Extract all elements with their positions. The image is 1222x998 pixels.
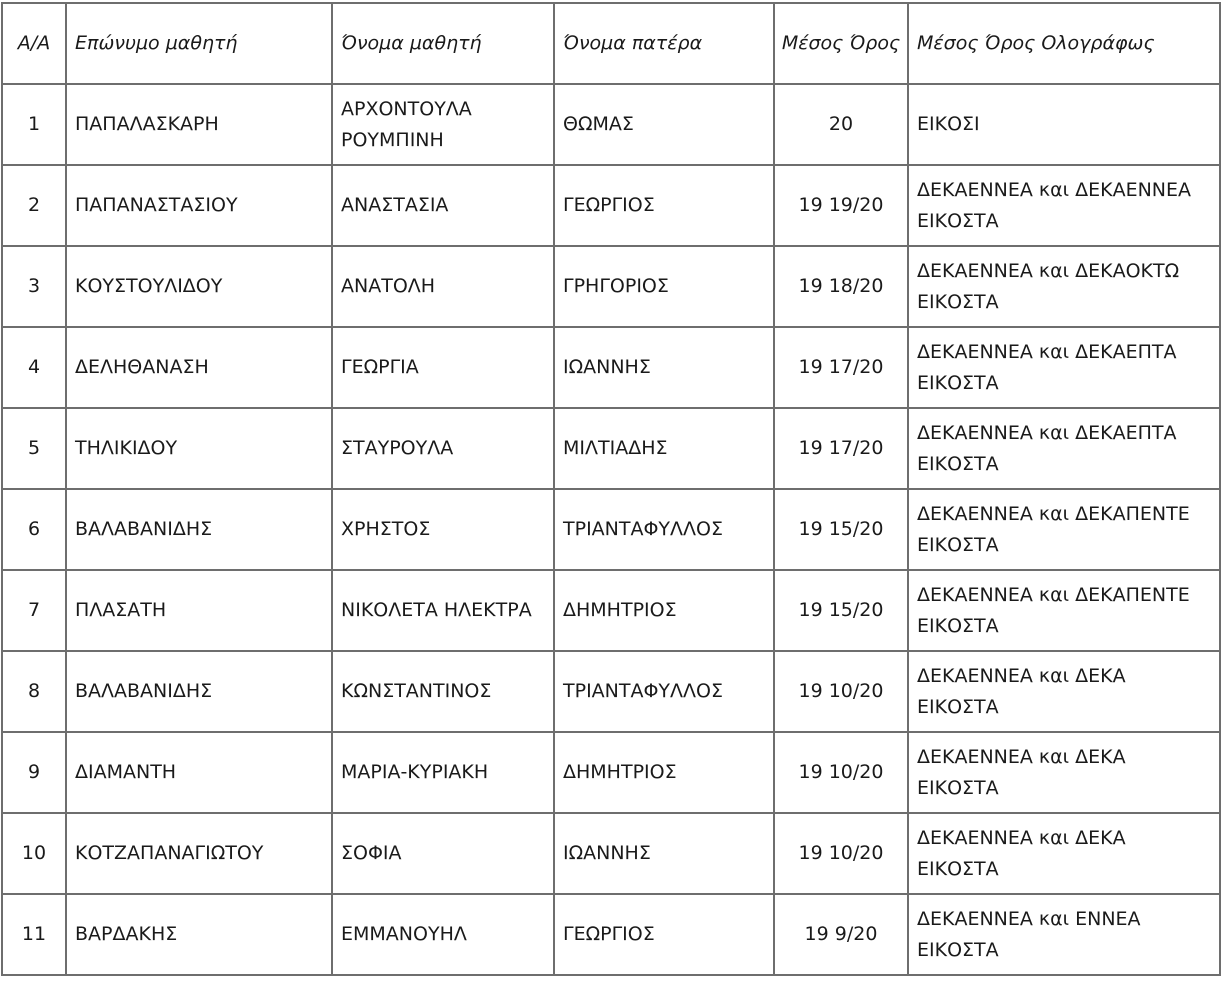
- cell-father-name: ΓΕΩΡΓΙΟΣ: [554, 165, 774, 246]
- header-father-name: Όνομα πατέρα: [554, 3, 774, 84]
- cell-first-name: ΚΩΝΣΤΑΝΤΙΝΟΣ: [332, 651, 554, 732]
- cell-father-name: ΓΕΩΡΓΙΟΣ: [554, 894, 774, 975]
- cell-average: 19 10/20: [774, 813, 908, 894]
- table-row: [2, 408, 1220, 489]
- cell-surname: ΤΗΛΙΚΙΔΟΥ: [66, 408, 332, 489]
- cell-average: 19 9/20: [774, 894, 908, 975]
- cell-average: 19 10/20: [774, 651, 908, 732]
- cell-average: 19 18/20: [774, 246, 908, 327]
- cell-father-name: ΤΡΙΑΝΤΑΦΥΛΛΟΣ: [554, 489, 774, 570]
- table-row: [2, 651, 1220, 732]
- cell-average: 19 19/20: [774, 165, 908, 246]
- cell-aa: 1: [2, 84, 66, 165]
- cell-aa: 10: [2, 813, 66, 894]
- cell-average-words: ΔΕΚΑΕΝΝΕΑ και ΔΕΚΑΟΚΤΩ ΕΙΚΟΣΤΑ: [908, 246, 1220, 327]
- cell-first-name: ΝΙΚΟΛΕΤΑ ΗΛΕΚΤΡΑ: [332, 570, 554, 651]
- cell-average: 19 15/20: [774, 489, 908, 570]
- cell-surname: ΠΑΠΑΝΑΣΤΑΣΙΟΥ: [66, 165, 332, 246]
- cell-aa: 9: [2, 732, 66, 813]
- cell-father-name: ΙΩΑΝΝΗΣ: [554, 813, 774, 894]
- cell-aa: 7: [2, 570, 66, 651]
- header-surname: Επώνυμο μαθητή: [66, 3, 332, 84]
- header-average-words: Μέσος Όρος Ολογράφως: [908, 3, 1220, 84]
- cell-surname: ΠΛΑΣΑΤΗ: [66, 570, 332, 651]
- cell-first-name: ΑΝΑΤΟΛΗ: [332, 246, 554, 327]
- cell-father-name: ΔΗΜΗΤΡΙΟΣ: [554, 570, 774, 651]
- cell-average-words: ΔΕΚΑΕΝΝΕΑ και ΕΝΝΕΑ ΕΙΚΟΣΤΑ: [908, 894, 1220, 975]
- cell-surname: ΔΕΛΗΘΑΝΑΣΗ: [66, 327, 332, 408]
- cell-average: 19 15/20: [774, 570, 908, 651]
- grades-table: [1, 2, 1221, 976]
- cell-first-name: ΕΜΜΑΝΟΥΗΛ: [332, 894, 554, 975]
- cell-average-words: ΔΕΚΑΕΝΝΕΑ και ΔΕΚΑΠΕΝΤΕ ΕΙΚΟΣΤΑ: [908, 570, 1220, 651]
- grades-table-container: [1, 2, 1221, 976]
- cell-aa: 2: [2, 165, 66, 246]
- cell-average: 19 10/20: [774, 732, 908, 813]
- cell-first-name: ΑΝΑΣΤΑΣΙΑ: [332, 165, 554, 246]
- cell-average-words: ΔΕΚΑΕΝΝΕΑ και ΔΕΚΑΕΝΝΕΑ ΕΙΚΟΣΤΑ: [908, 165, 1220, 246]
- cell-average-words: ΔΕΚΑΕΝΝΕΑ και ΔΕΚΑ ΕΙΚΟΣΤΑ: [908, 651, 1220, 732]
- cell-aa: 6: [2, 489, 66, 570]
- cell-father-name: ΓΡΗΓΟΡΙΟΣ: [554, 246, 774, 327]
- cell-first-name: ΧΡΗΣΤΟΣ: [332, 489, 554, 570]
- cell-average: 19 17/20: [774, 327, 908, 408]
- table-row: [2, 165, 1220, 246]
- table-row: [2, 732, 1220, 813]
- table-header-row: [2, 3, 1220, 84]
- cell-surname: ΒΑΛΑΒΑΝΙΔΗΣ: [66, 489, 332, 570]
- table-row: [2, 894, 1220, 975]
- cell-aa: 3: [2, 246, 66, 327]
- cell-first-name: ΜΑΡΙΑ-ΚΥΡΙΑΚΗ: [332, 732, 554, 813]
- cell-average: 19 17/20: [774, 408, 908, 489]
- cell-average-words: ΔΕΚΑΕΝΝΕΑ και ΔΕΚΑ ΕΙΚΟΣΤΑ: [908, 732, 1220, 813]
- cell-surname: ΒΑΛΑΒΑΝΙΔΗΣ: [66, 651, 332, 732]
- cell-surname: ΠΑΠΑΛΑΣΚΑΡΗ: [66, 84, 332, 165]
- cell-first-name: ΣΤΑΥΡΟΥΛΑ: [332, 408, 554, 489]
- table-row: [2, 813, 1220, 894]
- table-row: [2, 489, 1220, 570]
- cell-father-name: ΘΩΜΑΣ: [554, 84, 774, 165]
- cell-father-name: ΔΗΜΗΤΡΙΟΣ: [554, 732, 774, 813]
- cell-average-words: ΕΙΚΟΣΙ: [908, 84, 1220, 165]
- table-row: [2, 246, 1220, 327]
- cell-first-name: ΑΡΧΟΝΤΟΥΛΑ ΡΟΥΜΠΙΝΗ: [332, 84, 554, 165]
- cell-average: 20: [774, 84, 908, 165]
- cell-father-name: ΜΙΛΤΙΑΔΗΣ: [554, 408, 774, 489]
- cell-average-words: ΔΕΚΑΕΝΝΕΑ και ΔΕΚΑΠΕΝΤΕ ΕΙΚΟΣΤΑ: [908, 489, 1220, 570]
- cell-surname: ΒΑΡΔΑΚΗΣ: [66, 894, 332, 975]
- header-aa: Α/Α: [2, 3, 66, 84]
- cell-aa: 8: [2, 651, 66, 732]
- cell-aa: 4: [2, 327, 66, 408]
- cell-aa: 11: [2, 894, 66, 975]
- cell-average-words: ΔΕΚΑΕΝΝΕΑ και ΔΕΚΑΕΠΤΑ ΕΙΚΟΣΤΑ: [908, 327, 1220, 408]
- header-first-name: Όνομα μαθητή: [332, 3, 554, 84]
- cell-first-name: ΓΕΩΡΓΙΑ: [332, 327, 554, 408]
- cell-aa: 5: [2, 408, 66, 489]
- table-row: [2, 570, 1220, 651]
- cell-average-words: ΔΕΚΑΕΝΝΕΑ και ΔΕΚΑ ΕΙΚΟΣΤΑ: [908, 813, 1220, 894]
- cell-surname: ΔΙΑΜΑΝΤΗ: [66, 732, 332, 813]
- cell-father-name: ΤΡΙΑΝΤΑΦΥΛΛΟΣ: [554, 651, 774, 732]
- cell-surname: ΚΟΥΣΤΟΥΛΙΔΟΥ: [66, 246, 332, 327]
- table-row: [2, 84, 1220, 165]
- cell-first-name: ΣΟΦΙΑ: [332, 813, 554, 894]
- cell-father-name: ΙΩΑΝΝΗΣ: [554, 327, 774, 408]
- cell-average-words: ΔΕΚΑΕΝΝΕΑ και ΔΕΚΑΕΠΤΑ ΕΙΚΟΣΤΑ: [908, 408, 1220, 489]
- table-row: [2, 327, 1220, 408]
- cell-surname: ΚΟΤΖΑΠΑΝΑΓΙΩΤΟΥ: [66, 813, 332, 894]
- header-average: Μέσος Όρος: [774, 3, 908, 84]
